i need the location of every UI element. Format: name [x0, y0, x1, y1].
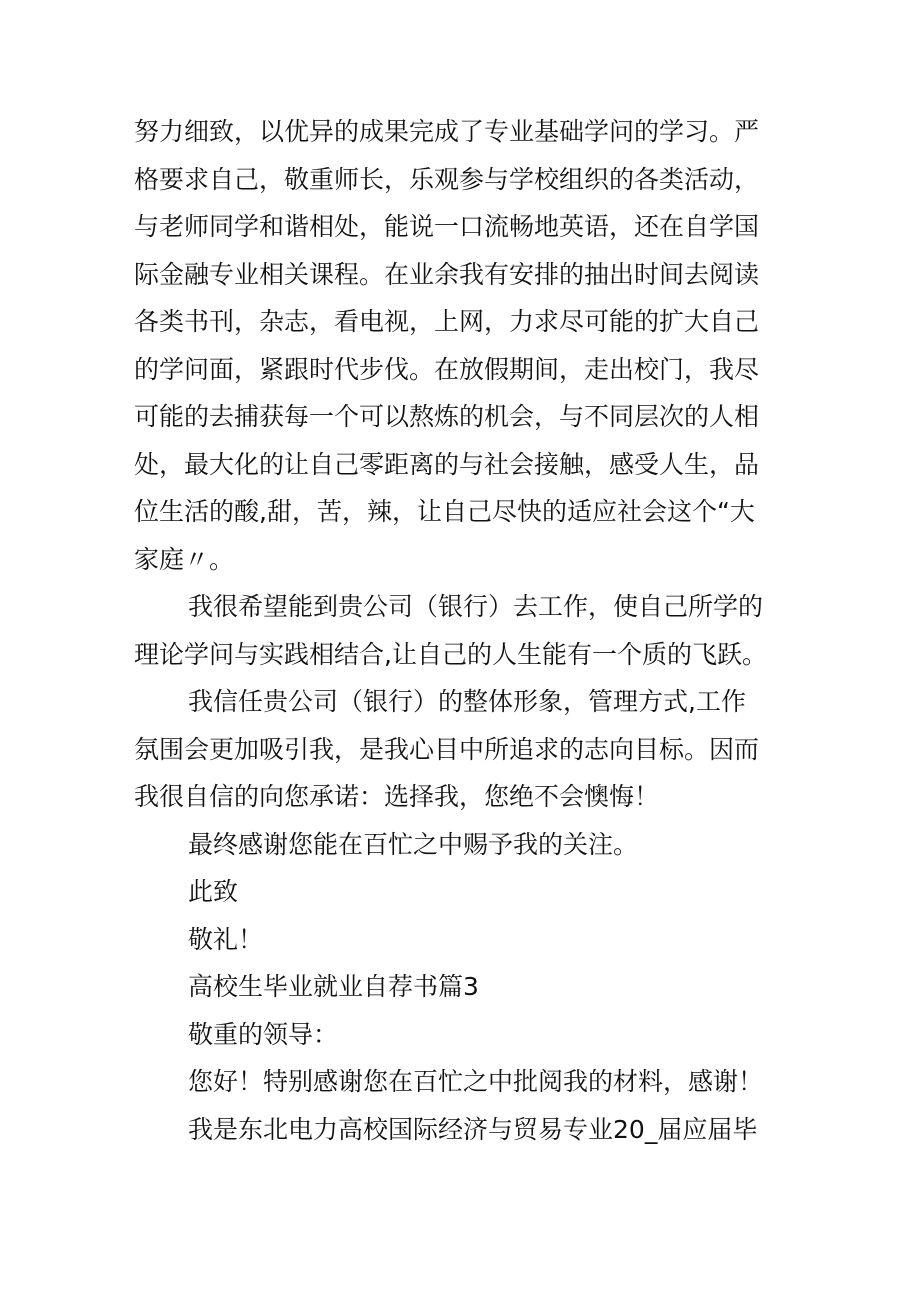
greeting: 您好！特别感谢您在百忙之中批阅我的材料，感谢！	[188, 1067, 764, 1096]
paragraph-2	[134, 583, 794, 678]
text-line: 我信任贵公司（银行）的整体形象，管理方式,工作	[188, 687, 746, 716]
text-line: 可能的去捕获每一个可以熬炼的机会，与不同层次的人相	[134, 402, 760, 431]
text-line: 努力细致，以优异的成果完成了专业基础学问的学习。严	[134, 117, 760, 146]
text-line: 格要求自己，敬重师长，乐观参与学校组织的各类活动，	[134, 164, 760, 194]
text-line: 与老师同学和谐相处，能说一口流畅地英语，还在自学国	[134, 212, 760, 241]
text-line: 各类书刊，杂志，看电视，上网，力求尽可能的扩大自己	[134, 307, 760, 336]
text-line: 位生活的酸,甜，苦，辣，让自己尽快的适应社会这个“大	[134, 497, 755, 526]
text-line: 我很自信的向您承诺：选择我，您绝不会懊悔！	[134, 782, 660, 811]
text-line: 我很希望能到贵公司（银行）去工作，使自己所学的	[188, 592, 764, 621]
closing-thanks: 最终感谢您能在百忙之中赐予我的关注。	[188, 829, 639, 859]
text-line: 家庭〃。	[134, 544, 235, 574]
text-line: 处，最大化的让自己零距离的与社会接触，感受人生，品	[134, 449, 760, 479]
salutation: 敬重的领导：	[188, 1019, 339, 1049]
text-line: 际金融专业相关课程。在业余我有安排的抽出时间去阅读	[134, 259, 760, 289]
closing-cizhi: 此致	[188, 877, 239, 906]
section-heading: 高校生毕业就业自荐书篇3	[188, 972, 479, 1001]
closing-jingli: 敬礼！	[188, 924, 264, 954]
document-body	[134, 108, 794, 1153]
paragraph-1	[134, 108, 794, 583]
paragraph-3	[134, 678, 794, 821]
text-line: 氛围会更加吸引我，是我心目中所追求的志向目标。因而	[134, 734, 760, 764]
text-line: 的学问面，紧跟时代步伐。在放假期间，走出校门，我尽	[134, 354, 760, 384]
intro-line: 我是东北电力高校国际经济与贸易专业20_届应届毕	[188, 1114, 758, 1144]
text-line: 理论学问与实践相结合,让自己的人生能有一个质的飞跃。	[134, 639, 767, 669]
